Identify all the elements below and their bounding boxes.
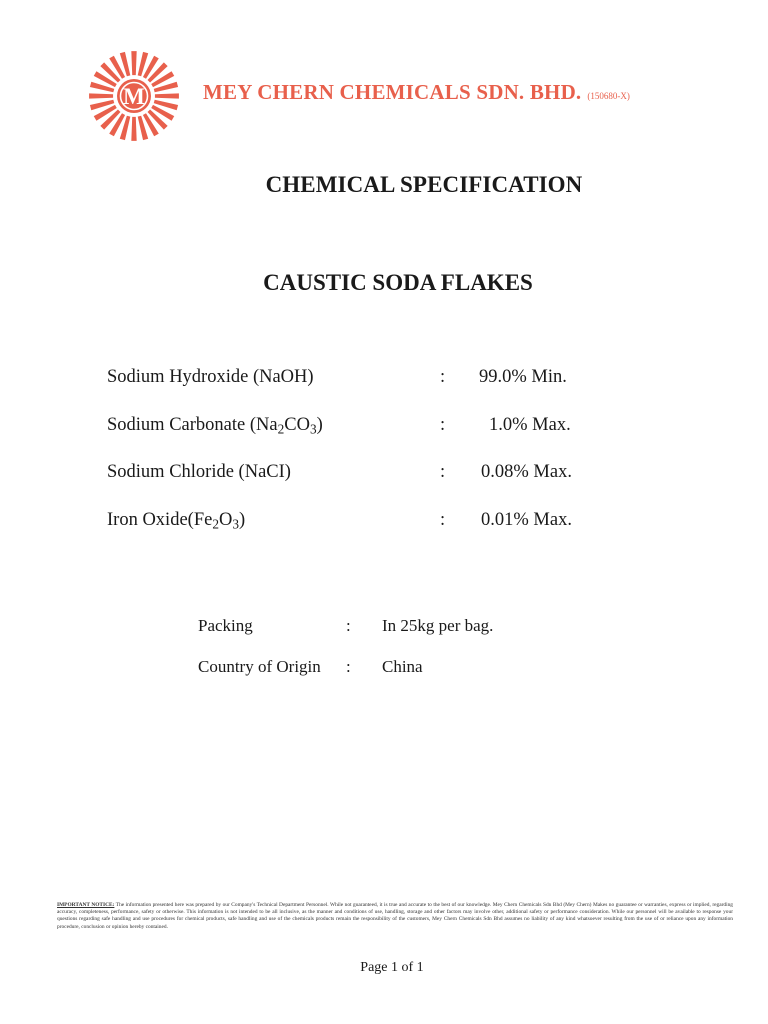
document-title: CHEMICAL SPECIFICATION	[265, 172, 583, 197]
spec-name-part: )	[316, 415, 323, 435]
important-notice	[57, 902, 733, 931]
spec-name-part: O	[218, 510, 233, 530]
logo-ray	[131, 51, 136, 75]
spec-colon: :	[440, 367, 446, 387]
logo-ray	[89, 93, 113, 98]
spec-value: 99.0% Min.	[479, 367, 567, 387]
spec-value: 0.01% Max.	[481, 510, 572, 530]
spec-colon: :	[440, 415, 446, 435]
spec-name	[107, 510, 245, 531]
spec-name-subscript: 3	[232, 516, 240, 532]
logo-ray	[131, 117, 136, 141]
company-logo	[88, 50, 180, 142]
logo-ray	[155, 93, 179, 98]
logo-letter: M	[123, 84, 145, 109]
packing-value: In 25kg per bag.	[382, 616, 494, 635]
spec-name: Sodium Hydroxide (NaOH)	[107, 367, 314, 387]
notice-text: The information presented here was prepared by our Company's Technical Department Personnel. While not guaranteed, it is true and accurate to the best of our knowledge. Mey Chern Chemicals Sdn Bhd (Mey Chern) Makes no guarantee or warranties, express or implied, regarding accuracy, completeness, performance, safety or otherwise. This information is not intended to be all inclusive, as the manner and conditions of use, handling, storage and other factors may involve other, additional safety or performance consideration. While our personnel will be available to response your questions regarding safe handling and use procedures for chemical products, safe handling and use of the chemicals products remain the responsibility of the customers, Mey Chern Chemicals Sdn Bhd assumes no liability of any kind whatsoever resulting from the use of or reliance upon any information procedure, conclusion or opinion hereby contained.	[57, 902, 733, 930]
spec-name-subscript: 2	[277, 421, 285, 437]
spec-name-part: CO	[284, 415, 310, 435]
origin-label: Country of Origin	[198, 657, 321, 676]
company-name-text: MEY CHERN CHEMICALS SDN. BHD.	[203, 80, 582, 104]
page-number: Page 1 of 1	[360, 960, 424, 975]
notice-heading: IMPORTANT NOTICE:	[57, 902, 115, 908]
packing-colon: :	[346, 616, 351, 635]
spec-colon: :	[440, 510, 446, 530]
packing-label: Packing	[198, 616, 253, 635]
spec-name	[107, 415, 323, 436]
spec-value: 0.08% Max.	[481, 462, 572, 482]
origin-value: China	[382, 657, 423, 676]
spec-name-part: Sodium Carbonate (Na	[107, 415, 278, 435]
spec-name-part: )	[239, 510, 246, 530]
spec-name-part: Iron Oxide(Fe	[107, 510, 213, 530]
company-name	[203, 80, 630, 105]
spec-name-subscript: 2	[212, 516, 219, 532]
origin-colon: :	[346, 657, 351, 676]
product-name: CAUSTIC SODA FLAKES	[263, 270, 533, 295]
spec-value: 1.0% Max.	[489, 415, 571, 435]
registration-number: (150680-X)	[587, 91, 630, 101]
spec-name-subscript: 3	[309, 421, 317, 437]
spec-name: Sodium Chloride (NaCI)	[107, 462, 291, 482]
spec-colon: :	[440, 462, 446, 482]
